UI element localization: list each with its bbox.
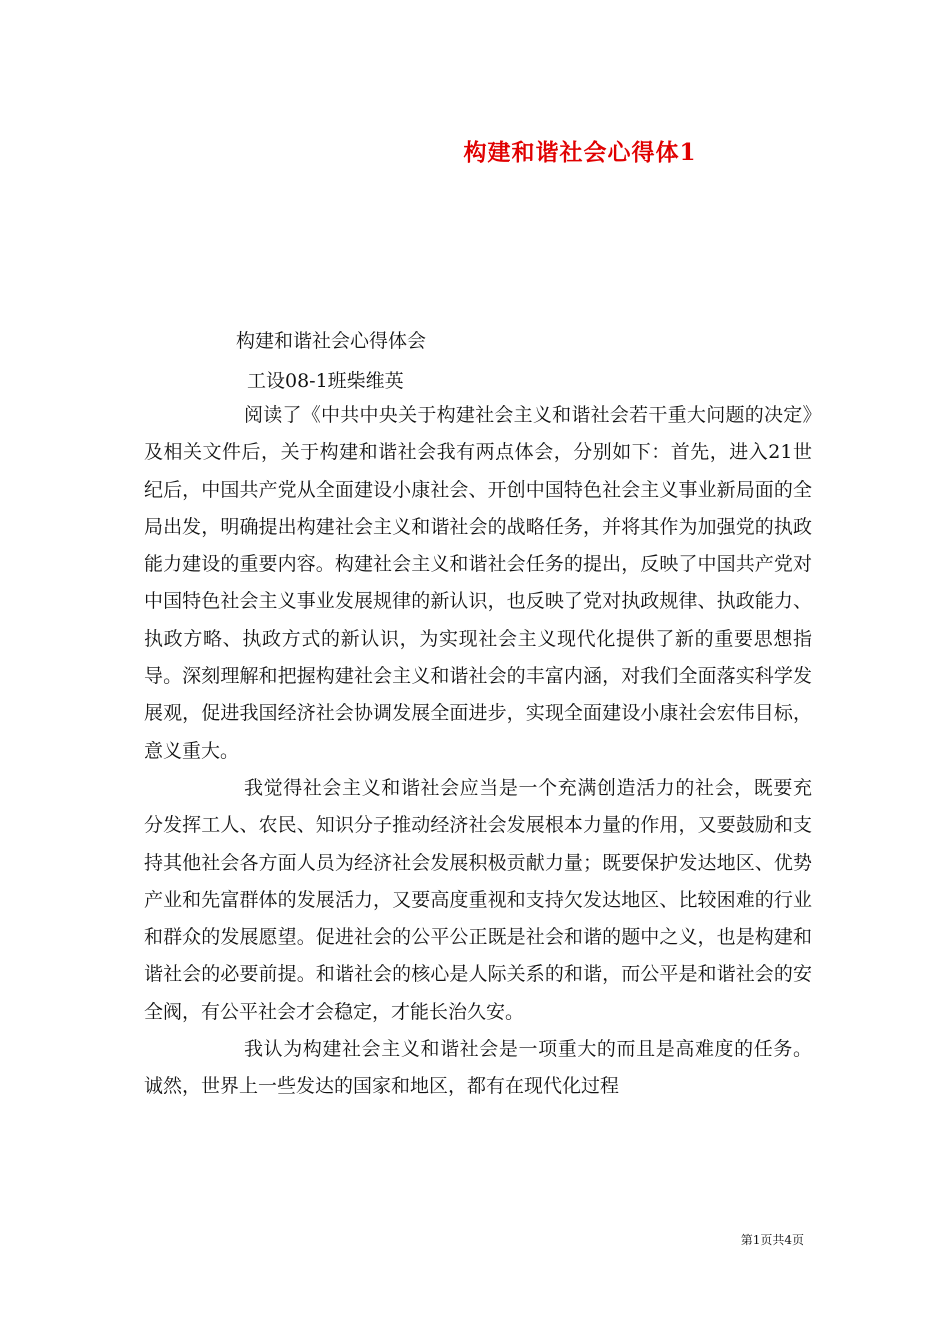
document-title: 构建和谐社会心得体1: [463, 139, 697, 166]
paragraph-2: 我觉得社会主义和谐社会应当是一个充满创造活力的社会，既要充分发挥工人、农民、知识分子推动经济社会发展根本力量的作用，又要鼓励和支持其他社会各方面人员为经济社会发展积极贡献力量；既要保护发达地区、优势产业和先富群体的发展活力，又要高度重视和支持欠发达地区、比较困难的行业和群众的发展愿望。促进社会的公平公正既是社会和谐的题中之义，也是构建和谐社会的必要前提。和谐社会的核心是人际关系的和谐，而公平是和谐社会的安全阀，有公平社会才会稳定，才能长治久安。: [144, 776, 812, 1023]
paragraph-3: 我认为构建社会主义和谐社会是一项重大的而且是高难度的任务。诚然，世界上一些发达的国家和地区，都有在现代化过程: [144, 1038, 812, 1098]
essay-heading: 构建和谐社会心得体会: [236, 330, 427, 352]
author-line: 工设08-1班柴维英: [247, 370, 404, 392]
body-text: [144, 397, 812, 1106]
page-number: 第1页共4页: [740, 1233, 804, 1247]
paragraph-1: 阅读了《中共中央关于构建社会主义和谐社会若干重大问题的决定》及相关文件后，关于构建和谐社会我有两点体会，分别如下：首先，进入21世纪后，中国共产党从全面建设小康社会、开创中国特色社会主义事业新局面的全局出发，明确提出构建社会主义和谐社会的战略任务，并将其作为加强党的执政能力建设的重要内容。构建社会主义和谐社会任务的提出，反映了中国共产党对中国特色社会主义事业发展规律的新认识，也反映了党对执政规律、执政能力、执政方略、执政方式的新认识，为实现社会主义现代化提供了新的重要思想指导。深刻理解和把握构建社会主义和谐社会的丰富内涵，对我们全面落实科学发展观，促进我国经济社会协调发展全面进步，实现全面建设小康社会宏伟目标，意义重大。: [144, 404, 812, 762]
